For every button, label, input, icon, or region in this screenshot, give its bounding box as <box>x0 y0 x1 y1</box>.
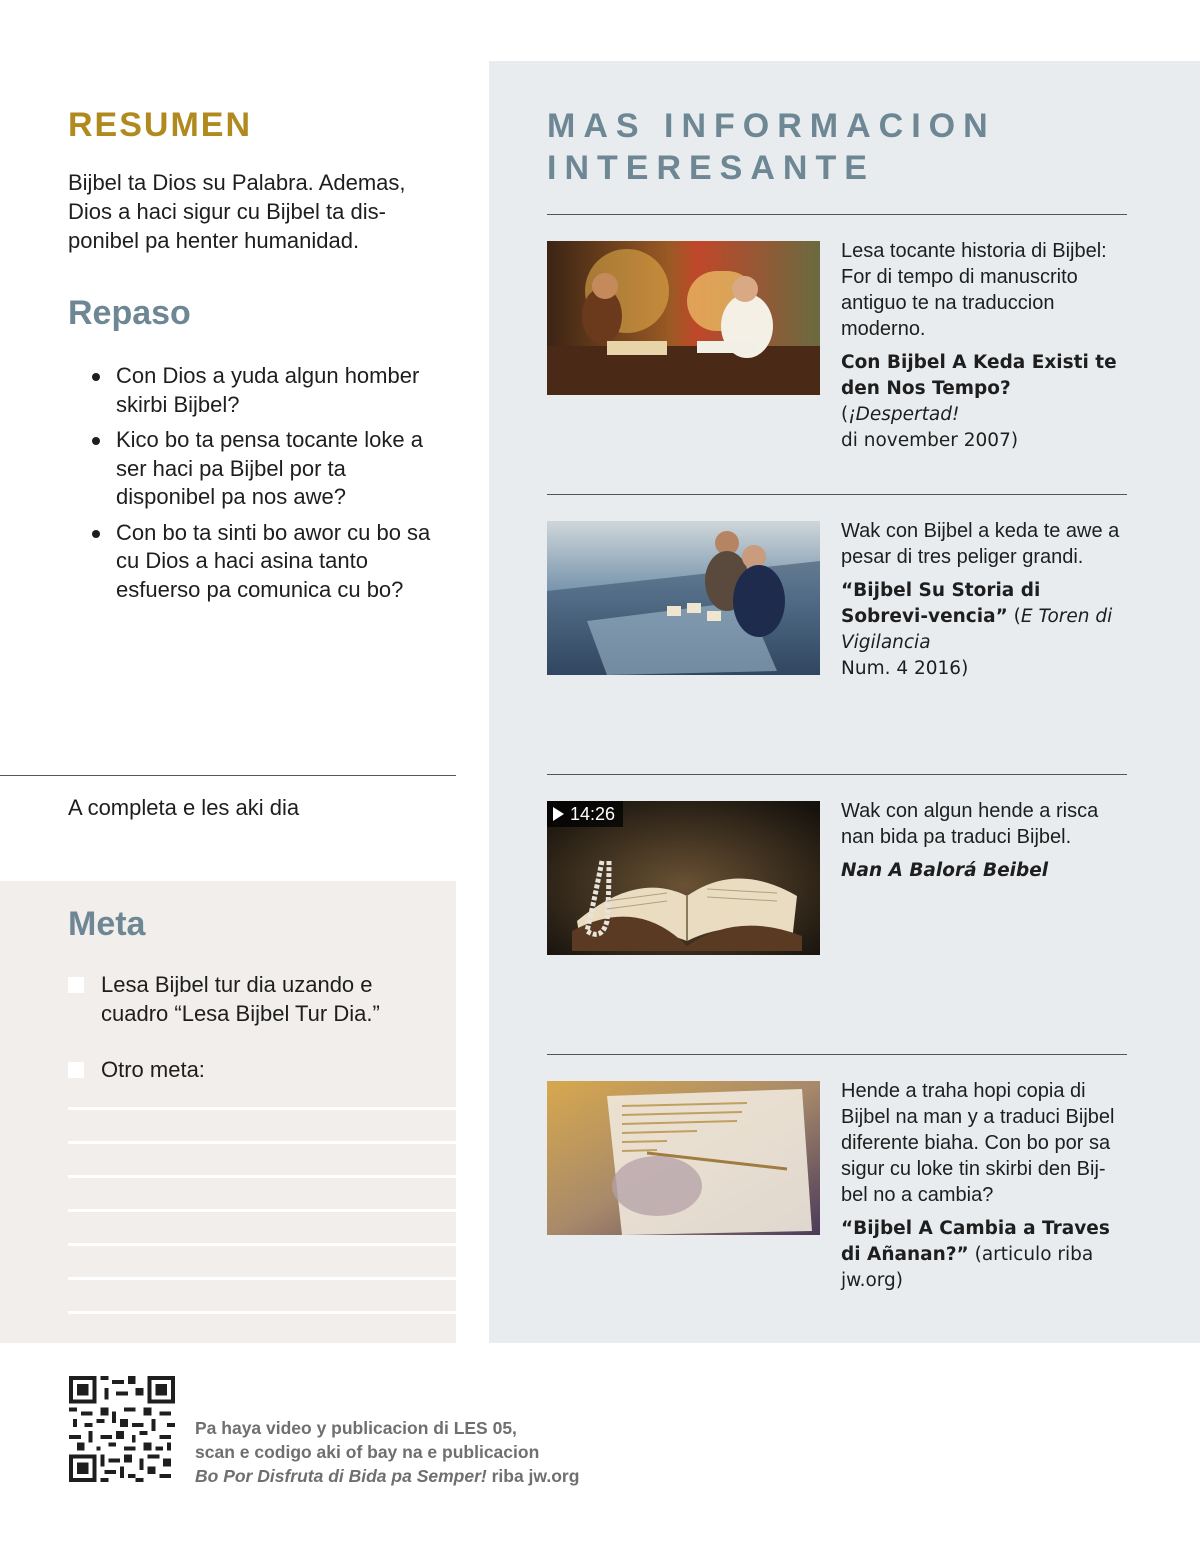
bullet-icon <box>92 530 100 538</box>
video-duration-badge[interactable]: 14:26 <box>547 801 623 827</box>
writing-line[interactable] <box>68 1107 456 1110</box>
writing-line[interactable] <box>68 1277 456 1280</box>
card-text: Wak con Bijbel a keda te awe a pesar di tres peliger grandi. “Bijbel Su Storia di Sobrevi-vencia” (E Toren di Vigilancia Num. 4 2016) <box>841 518 1126 682</box>
completion-label: A completa e les aki dia <box>68 795 300 820</box>
play-icon <box>553 807 564 821</box>
divider <box>0 775 456 776</box>
repaso-list <box>90 362 440 611</box>
card-image-museum[interactable] <box>547 521 820 675</box>
writing-line[interactable] <box>68 1311 456 1314</box>
repaso-question: Con bo ta sinti bo awor cu bo sa cu Dios a haci asina tanto esfuerso pa comunica cu bo? <box>90 519 440 605</box>
publication-link[interactable]: Con Bijbel A Keda Existi te den Nos Tempo? (¡Despertad! di november 2007) <box>841 352 1117 451</box>
resumen-heading: RESUMEN <box>68 106 253 144</box>
left-column <box>0 0 456 1343</box>
repaso-heading: Repaso <box>68 294 191 332</box>
card-image-manuscript[interactable] <box>547 241 820 395</box>
writing-line[interactable] <box>68 1141 456 1144</box>
qr-code[interactable] <box>68 1376 176 1482</box>
card-text: Hende a traha hopi copia di Bijbel na man y a traduci Bijbel diferente biaha. Con bo por sa sigur cu loke tin skirbi den Bij-bel no a cambia? “Bijbel A Cambia a Traves di Añanan?” (articulo riba jw.org) <box>841 1078 1126 1294</box>
writing-line[interactable] <box>68 1175 456 1178</box>
meta-other-goal-item[interactable]: Otro meta: <box>68 1056 428 1085</box>
article-link[interactable]: “Bijbel A Cambia a Traves di Añanan?” (articulo riba jw.org) <box>841 1218 1110 1291</box>
video-link[interactable]: Nan A Balorá Beibel <box>841 860 1049 881</box>
bullet-icon <box>92 437 100 445</box>
divider <box>547 774 1127 775</box>
publication-link[interactable]: “Bijbel Su Storia di Sobrevi-vencia” (E Toren di Vigilancia Num. 4 2016) <box>841 580 1113 679</box>
resumen-text: Bijbel ta Dios su Palabra. Ademas, Dios a haci sigur cu Bijbel ta dis-ponibel pa henter humanidad. <box>68 170 406 253</box>
bullet-icon <box>92 373 100 381</box>
divider <box>547 214 1127 215</box>
card-text: Lesa tocante historia di Bijbel: For di tempo di manuscrito antiguo te na traduccion moderno. Con Bijbel A Keda Existi te den Nos Tempo? (¡Despertad! di november 2007) <box>841 238 1126 454</box>
card-text: Wak con algun hende a risca nan bida pa traduci Bijbel. Nan A Balorá Beibel <box>841 798 1126 884</box>
footer-note: Pa haya video y publicacion di LES 05, scan e codigo aki of bay na e publicacion Bo Por Disfruta di Bida pa Semper! riba jw.org <box>195 1418 580 1486</box>
more-info-heading: MAS INFORMACION INTERESANTE <box>547 107 996 187</box>
divider <box>547 494 1127 495</box>
meta-panel <box>0 881 456 1343</box>
more-info-panel <box>489 61 1200 1343</box>
writing-line[interactable] <box>68 1243 456 1246</box>
repaso-question: Con Dios a yuda algun homber skirbi Bijbel? <box>90 362 440 419</box>
divider <box>547 1054 1127 1055</box>
checkbox[interactable] <box>68 977 84 993</box>
meta-heading: Meta <box>68 905 146 943</box>
meta-goal-item[interactable]: Lesa Bijbel tur dia uzando e cuadro “Lesa Bijbel Tur Dia.” <box>68 971 428 1028</box>
repaso-question: Kico bo ta pensa tocante loke a ser haci pa Bijbel por ta disponibel pa nos awe? <box>90 426 440 512</box>
card-video-thumbnail[interactable] <box>547 801 820 955</box>
card-image-handwriting[interactable] <box>547 1081 820 1235</box>
checkbox[interactable] <box>68 1062 84 1078</box>
writing-line[interactable] <box>68 1209 456 1212</box>
